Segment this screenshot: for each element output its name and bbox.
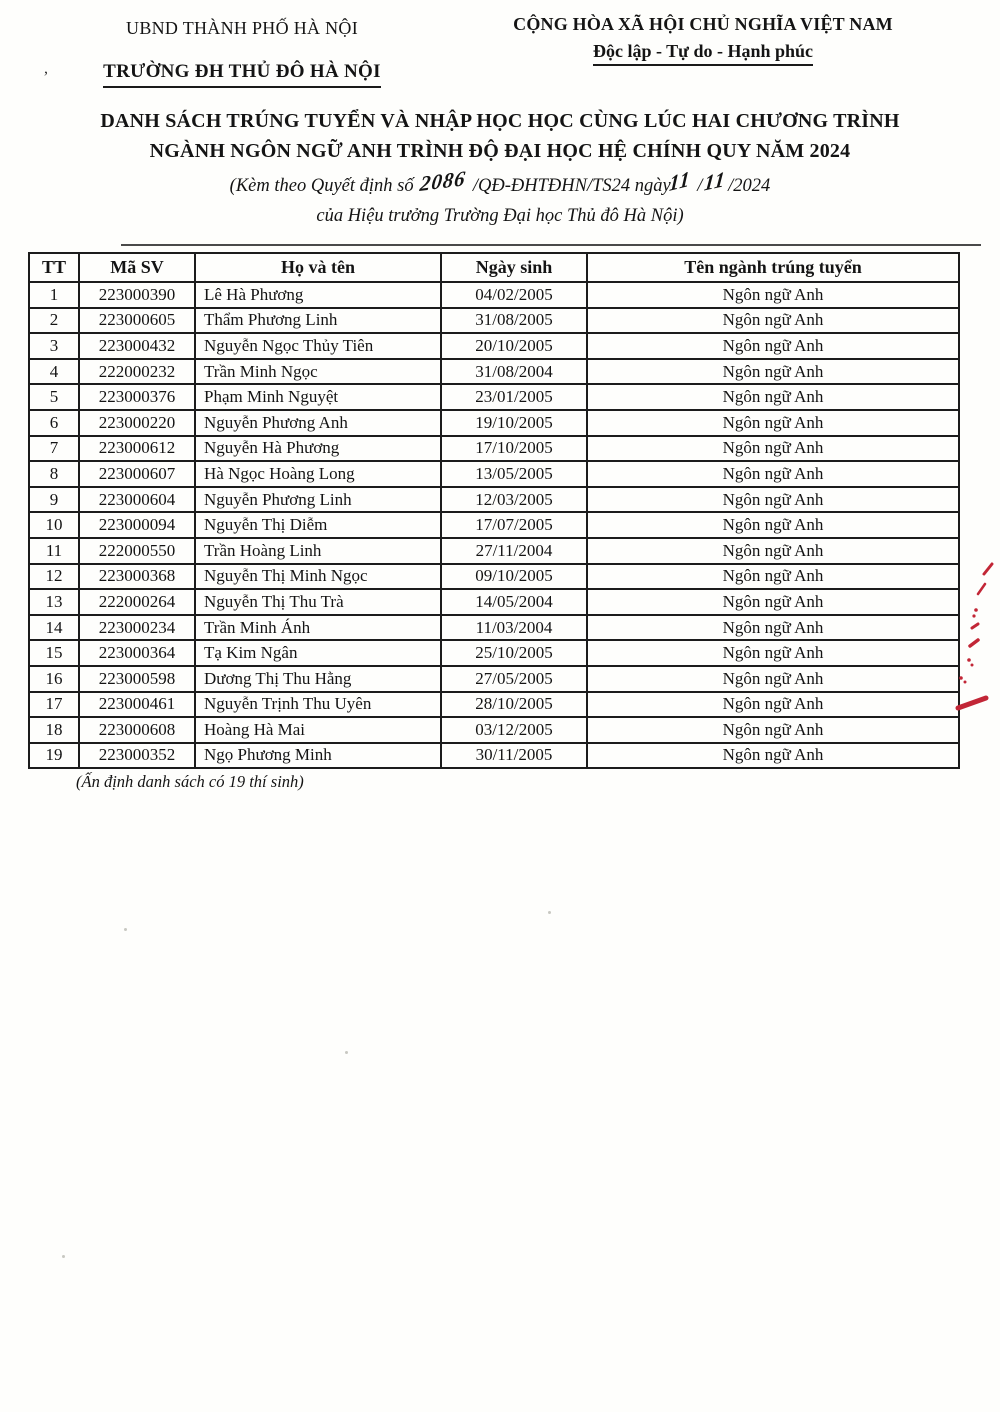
- cell-student-id: 223000234: [79, 615, 195, 641]
- decree-date-separator: /: [697, 176, 703, 196]
- admitted-students-table: [28, 252, 960, 769]
- cell-full-name: Nguyễn Thị Diễm: [195, 512, 441, 538]
- col-header-nganh: Tên ngành trúng tuyển: [587, 253, 959, 282]
- national-motto: Độc lập - Tự do - Hạnh phúc: [593, 41, 813, 66]
- cell-student-id: 222000550: [79, 538, 195, 564]
- cell-birth-date: 13/05/2005: [441, 461, 587, 487]
- cell-full-name: Nguyễn Thị Thu Trà: [195, 589, 441, 615]
- cell-full-name: Hà Ngọc Hoàng Long: [195, 461, 441, 487]
- cell-admitted-major: Ngôn ngữ Anh: [587, 717, 959, 743]
- table-row: [29, 436, 959, 462]
- cell-full-name: Ngọ Phương Minh: [195, 743, 441, 769]
- cell-admitted-major: Ngôn ngữ Anh: [587, 666, 959, 692]
- cell-order-number: 4: [29, 359, 79, 385]
- cell-student-id: 223000432: [79, 333, 195, 359]
- cell-student-id: 223000461: [79, 692, 195, 718]
- scan-speck: [548, 911, 551, 914]
- table-row: [29, 615, 959, 641]
- table-row: [29, 589, 959, 615]
- cell-student-id: 223000094: [79, 512, 195, 538]
- cell-admitted-major: Ngôn ngữ Anh: [587, 487, 959, 513]
- cell-order-number: 3: [29, 333, 79, 359]
- document-title-line1: DANH SÁCH TRÚNG TUYỂN VÀ NHẬP HỌC HỌC CÙNG LÚC HAI CHƯƠNG TRÌNH: [100, 110, 900, 132]
- cell-admitted-major: Ngôn ngữ Anh: [587, 359, 959, 385]
- cell-admitted-major: Ngôn ngữ Anh: [587, 615, 959, 641]
- cell-order-number: 11: [29, 538, 79, 564]
- cell-full-name: Nguyễn Ngọc Thủy Tiên: [195, 333, 441, 359]
- decree-prefix: (Kèm theo Quyết định số: [229, 176, 414, 196]
- scan-speck: [345, 1051, 348, 1054]
- table-row: [29, 282, 959, 308]
- cell-admitted-major: Ngôn ngữ Anh: [587, 512, 959, 538]
- table-row: [29, 308, 959, 334]
- table-header-row: [29, 253, 959, 282]
- cell-admitted-major: Ngôn ngữ Anh: [587, 308, 959, 334]
- cell-student-id: 223000608: [79, 717, 195, 743]
- cell-full-name: Nguyễn Trịnh Thu Uyên: [195, 692, 441, 718]
- red-ink-marks: [948, 552, 1000, 732]
- org-parent-name: UBND THÀNH PHỐ HÀ NỘI: [126, 18, 358, 38]
- cell-full-name: Trần Minh Ngọc: [195, 359, 441, 385]
- cell-student-id: 223000390: [79, 282, 195, 308]
- cell-order-number: 2: [29, 308, 79, 334]
- decree-number-handwritten: 2086: [418, 165, 468, 197]
- table-row: [29, 333, 959, 359]
- cell-full-name: Phạm Minh Nguyệt: [195, 384, 441, 410]
- decree-middle: /QĐ-ĐHTĐHN/TS24 ngày: [472, 176, 671, 196]
- table-row: [29, 359, 959, 385]
- list-count-note: (Ấn định danh sách có 19 thí sinh): [76, 772, 304, 791]
- cell-birth-date: 27/05/2005: [441, 666, 587, 692]
- table-row: [29, 743, 959, 769]
- col-header-ngay-sinh: Ngày sinh: [441, 253, 587, 282]
- cell-birth-date: 31/08/2005: [441, 308, 587, 334]
- cell-order-number: 16: [29, 666, 79, 692]
- cell-order-number: 17: [29, 692, 79, 718]
- decree-day-handwritten: 11: [668, 165, 692, 197]
- issuing-org-block: [42, 18, 442, 88]
- national-title: CỘNG HÒA XÃ HỘI CHỦ NGHĨA VIỆT NAM: [513, 14, 893, 34]
- cell-birth-date: 12/03/2005: [441, 487, 587, 513]
- cell-birth-date: 27/11/2004: [441, 538, 587, 564]
- table-row: [29, 410, 959, 436]
- cell-birth-date: 28/10/2005: [441, 692, 587, 718]
- cell-admitted-major: Ngôn ngữ Anh: [587, 333, 959, 359]
- cell-order-number: 5: [29, 384, 79, 410]
- cell-full-name: Nguyễn Hà Phương: [195, 436, 441, 462]
- table-row: [29, 487, 959, 513]
- cell-order-number: 15: [29, 640, 79, 666]
- cell-order-number: 18: [29, 717, 79, 743]
- cell-full-name: Nguyễn Phương Anh: [195, 410, 441, 436]
- decree-reference: [0, 165, 1000, 231]
- cell-order-number: 10: [29, 512, 79, 538]
- cell-birth-date: 30/11/2005: [441, 743, 587, 769]
- cell-order-number: 14: [29, 615, 79, 641]
- cell-order-number: 8: [29, 461, 79, 487]
- cell-student-id: 223000612: [79, 436, 195, 462]
- cell-student-id: 223000220: [79, 410, 195, 436]
- cell-full-name: Nguyễn Thị Minh Ngọc: [195, 564, 441, 590]
- cell-admitted-major: Ngôn ngữ Anh: [587, 538, 959, 564]
- col-header-ma-sv: Mã SV: [79, 253, 195, 282]
- cell-admitted-major: Ngôn ngữ Anh: [587, 384, 959, 410]
- national-header-block: [468, 14, 938, 66]
- table-row: [29, 384, 959, 410]
- cell-student-id: 223000604: [79, 487, 195, 513]
- org-name: TRƯỜNG ĐH THỦ ĐÔ HÀ NỘI: [103, 61, 381, 88]
- cell-birth-date: 20/10/2005: [441, 333, 587, 359]
- decree-month-handwritten: 11: [703, 166, 728, 196]
- cell-student-id: 223000605: [79, 308, 195, 334]
- scan-speck: [62, 1255, 65, 1258]
- col-header-tt: TT: [29, 253, 79, 282]
- cell-student-id: 223000607: [79, 461, 195, 487]
- table-row: [29, 461, 959, 487]
- cell-admitted-major: Ngôn ngữ Anh: [587, 436, 959, 462]
- cell-admitted-major: Ngôn ngữ Anh: [587, 564, 959, 590]
- cell-admitted-major: Ngôn ngữ Anh: [587, 410, 959, 436]
- decree-reference-line1: [0, 165, 1000, 201]
- cell-full-name: Dương Thị Thu Hằng: [195, 666, 441, 692]
- scan-artifact-line: [121, 244, 981, 246]
- cell-order-number: 7: [29, 436, 79, 462]
- cell-full-name: Thẩm Phương Linh: [195, 308, 441, 334]
- table-row: [29, 666, 959, 692]
- cell-order-number: 19: [29, 743, 79, 769]
- col-header-ho-va-ten: Họ và tên: [195, 253, 441, 282]
- cell-birth-date: 14/05/2004: [441, 589, 587, 615]
- cell-full-name: Trần Minh Ánh: [195, 615, 441, 641]
- cell-birth-date: 17/10/2005: [441, 436, 587, 462]
- document-title-line2: NGÀNH NGÔN NGỮ ANH TRÌNH ĐỘ ĐẠI HỌC HỆ CHÍNH QUY NĂM 2024: [149, 140, 851, 162]
- cell-student-id: 222000232: [79, 359, 195, 385]
- scan-speck: [124, 928, 127, 931]
- decree-reference-line2: của Hiệu trưởng Trường Đại học Thủ đô Hà Nội): [316, 206, 684, 226]
- cell-admitted-major: Ngôn ngữ Anh: [587, 640, 959, 666]
- cell-full-name: Tạ Kim Ngân: [195, 640, 441, 666]
- document-title: [0, 106, 1000, 166]
- decree-year: /2024: [728, 176, 771, 196]
- cell-birth-date: 09/10/2005: [441, 564, 587, 590]
- cell-student-id: 223000598: [79, 666, 195, 692]
- cell-student-id: 223000368: [79, 564, 195, 590]
- cell-birth-date: 11/03/2004: [441, 615, 587, 641]
- cell-order-number: 12: [29, 564, 79, 590]
- table-row: [29, 717, 959, 743]
- cell-birth-date: 17/07/2005: [441, 512, 587, 538]
- cell-student-id: 223000364: [79, 640, 195, 666]
- cell-birth-date: 19/10/2005: [441, 410, 587, 436]
- cell-admitted-major: Ngôn ngữ Anh: [587, 461, 959, 487]
- cell-admitted-major: Ngôn ngữ Anh: [587, 743, 959, 769]
- cell-student-id: 223000352: [79, 743, 195, 769]
- cell-birth-date: 25/10/2005: [441, 640, 587, 666]
- table-row: [29, 512, 959, 538]
- cell-birth-date: 31/08/2004: [441, 359, 587, 385]
- cell-student-id: 222000264: [79, 589, 195, 615]
- cell-order-number: 9: [29, 487, 79, 513]
- cell-student-id: 223000376: [79, 384, 195, 410]
- table-row: [29, 564, 959, 590]
- table-row: [29, 538, 959, 564]
- table-row: [29, 692, 959, 718]
- cell-admitted-major: Ngôn ngữ Anh: [587, 282, 959, 308]
- cell-full-name: Lê Hà Phương: [195, 282, 441, 308]
- cell-full-name: Nguyễn Phương Linh: [195, 487, 441, 513]
- cell-full-name: Trần Hoàng Linh: [195, 538, 441, 564]
- cell-birth-date: 23/01/2005: [441, 384, 587, 410]
- cell-order-number: 6: [29, 410, 79, 436]
- cell-admitted-major: Ngôn ngữ Anh: [587, 589, 959, 615]
- cell-order-number: 13: [29, 589, 79, 615]
- cell-admitted-major: Ngôn ngữ Anh: [587, 692, 959, 718]
- cell-birth-date: 03/12/2005: [441, 717, 587, 743]
- cell-full-name: Hoàng Hà Mai: [195, 717, 441, 743]
- scan-artifact-mark: ,: [44, 60, 48, 77]
- cell-birth-date: 04/02/2005: [441, 282, 587, 308]
- table-row: [29, 640, 959, 666]
- cell-order-number: 1: [29, 282, 79, 308]
